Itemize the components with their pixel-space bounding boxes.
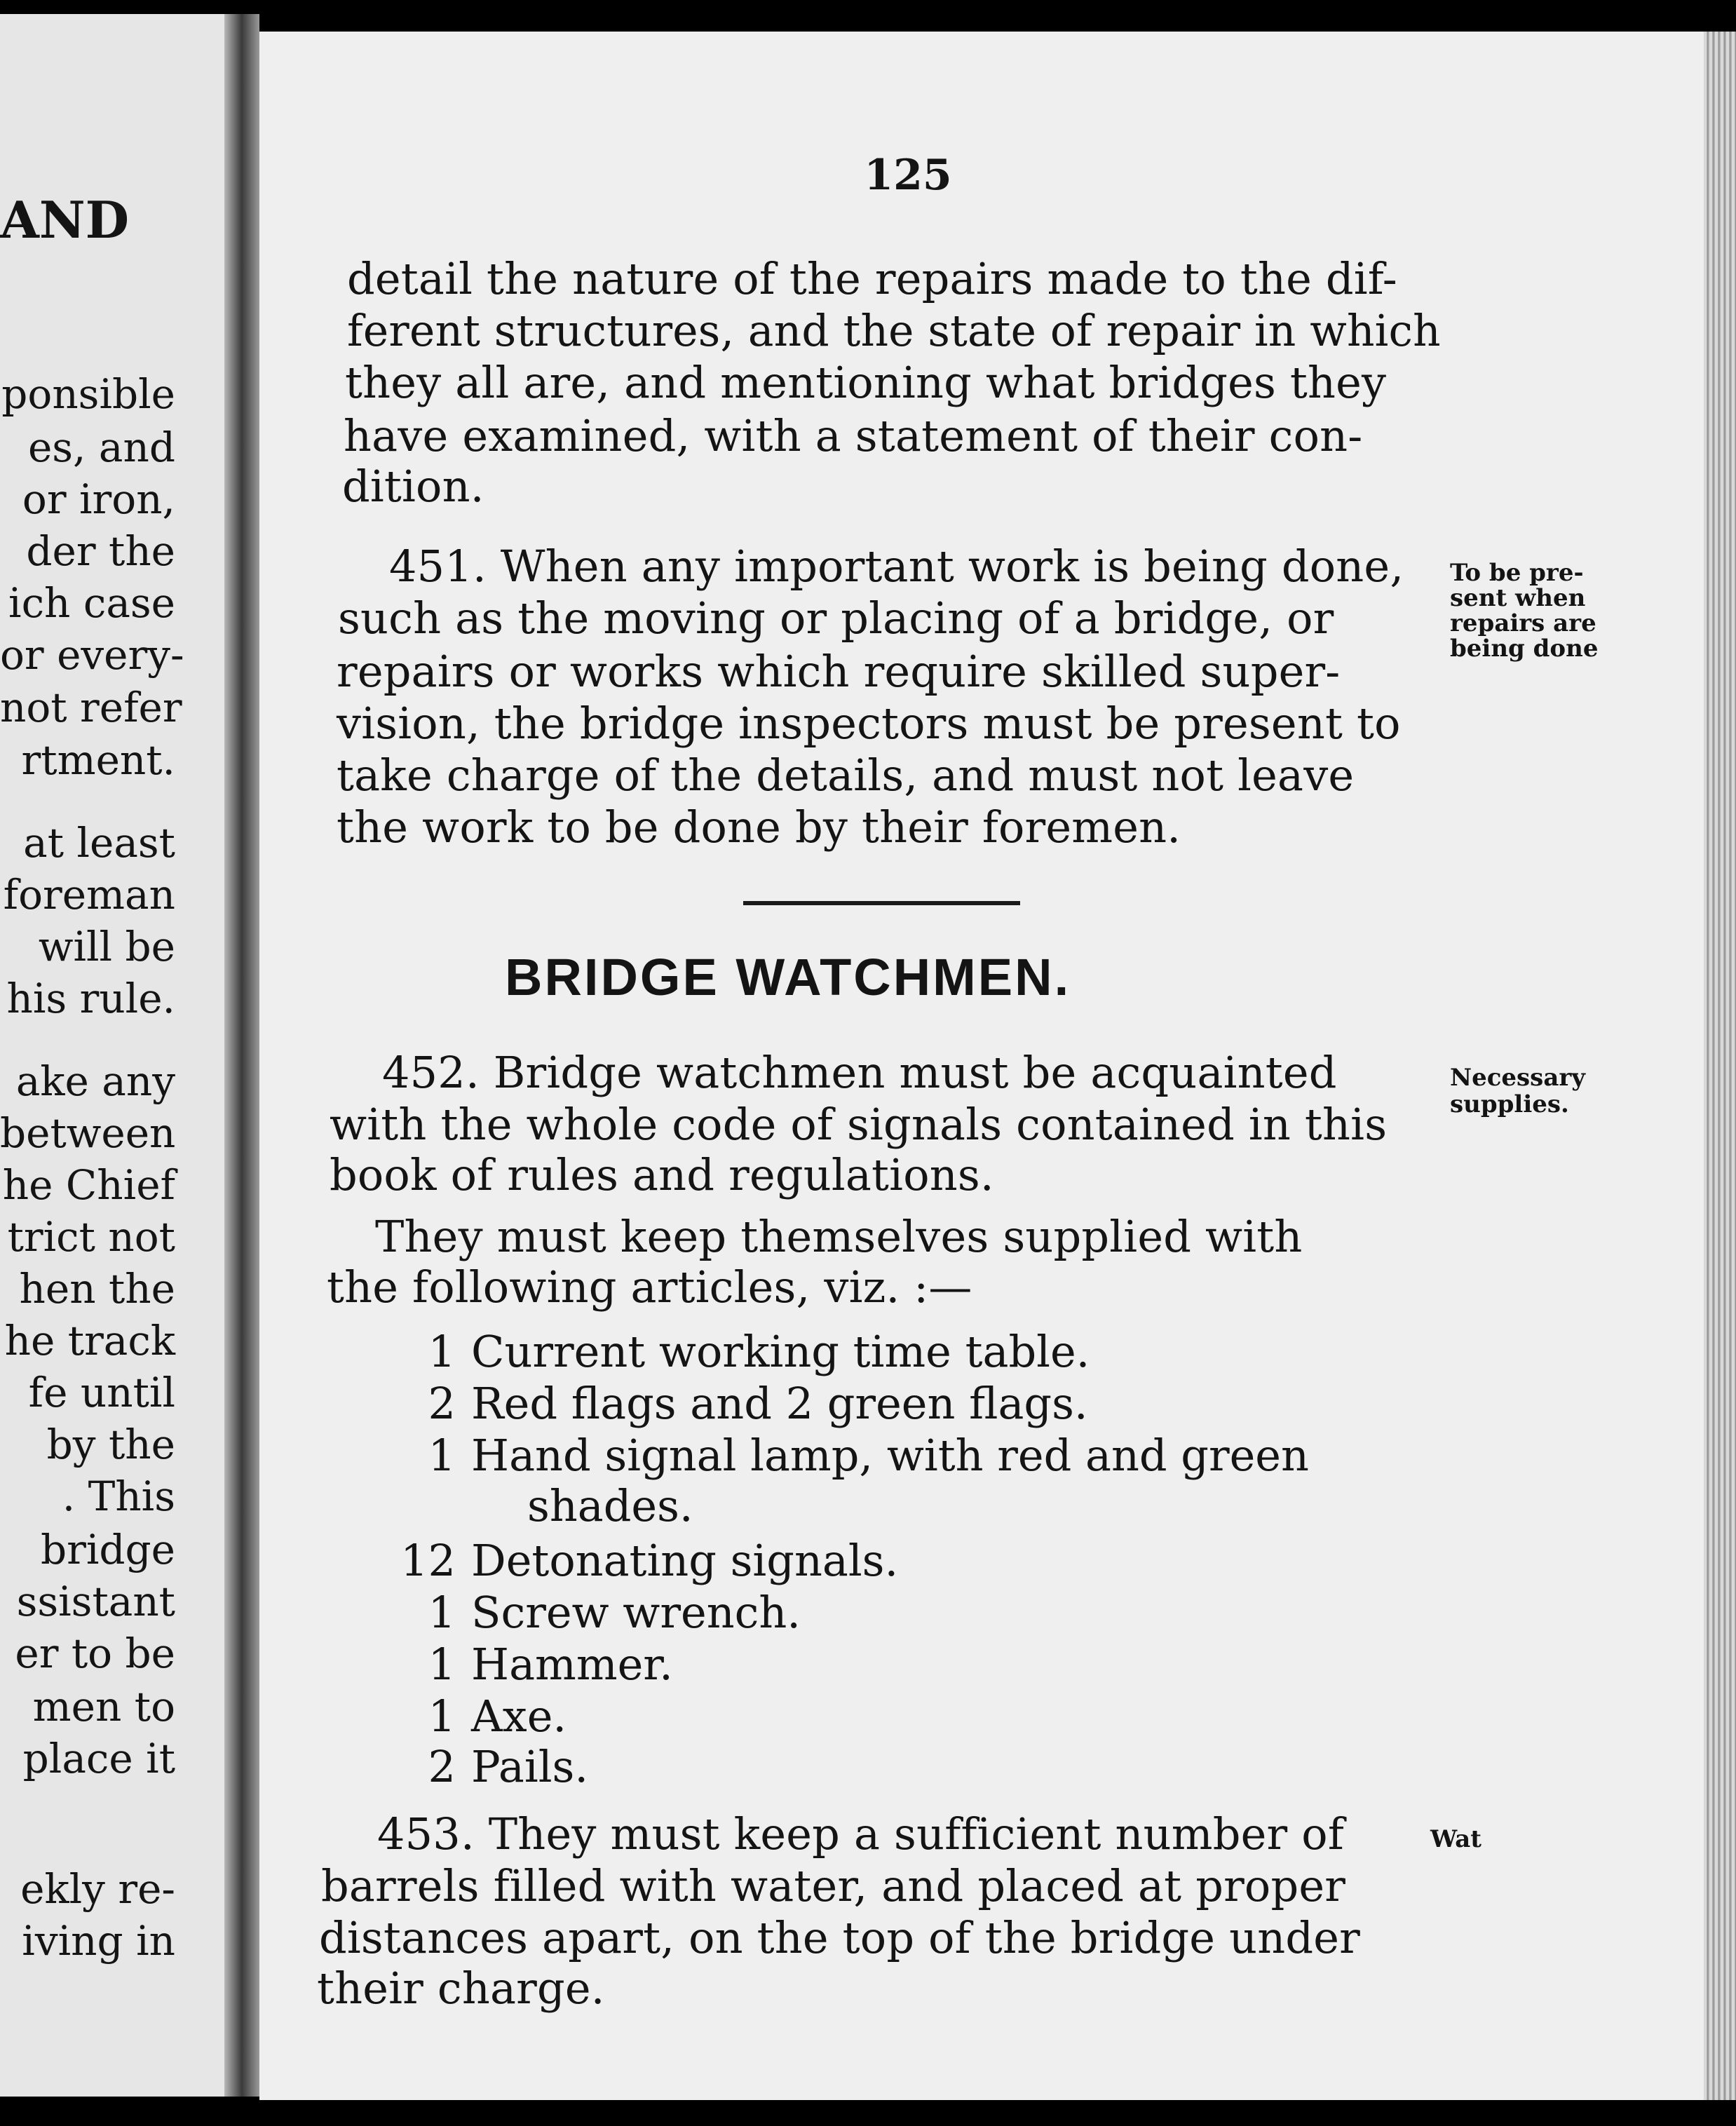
margin-note-line: supplies. bbox=[1450, 1090, 1569, 1118]
left-page-line: he Chief bbox=[2, 1161, 175, 1209]
body-text-line: distances apart, on the top of the bridge under bbox=[319, 1912, 1360, 1963]
supply-list-item bbox=[393, 1430, 1309, 1481]
left-page-line: der the bbox=[26, 527, 175, 575]
left-page-line: iving in bbox=[22, 1917, 175, 1965]
supply-quantity: 2 bbox=[428, 1378, 456, 1429]
left-page-line: . This bbox=[62, 1472, 175, 1520]
margin-note-line: being done bbox=[1450, 635, 1599, 663]
supply-list-item bbox=[393, 1742, 588, 1792]
supply-text: Current working time table. bbox=[471, 1326, 1090, 1377]
supply-text: Detonating signals. bbox=[471, 1535, 899, 1586]
left-page-line: ssistant bbox=[16, 1578, 175, 1625]
body-text-line: with the whole code of signals contained in this bbox=[330, 1099, 1388, 1150]
section-heading: BRIDGE WATCHMEN. bbox=[505, 948, 1071, 1006]
body-text-line: barrels filled with water, and placed at proper bbox=[321, 1860, 1346, 1911]
supply-quantity: 1 bbox=[428, 1587, 456, 1638]
margin-note-line: Necessary bbox=[1450, 1064, 1586, 1092]
body-text-line: take charge of the details, and must not leave bbox=[337, 750, 1355, 801]
left-page-line: will be bbox=[38, 923, 175, 970]
left-page-line: ponsible bbox=[1, 370, 175, 418]
body-text-line: They must keep themselves supplied with bbox=[375, 1211, 1303, 1262]
margin-note-line: To be pre- bbox=[1450, 559, 1584, 587]
left-page-line: not refer bbox=[0, 684, 182, 731]
left-page-line: or iron, bbox=[22, 475, 175, 523]
supply-list-item bbox=[393, 1587, 801, 1638]
body-text-line: they all are, and mentioning what bridges they bbox=[345, 357, 1387, 408]
left-page-line: fe until bbox=[28, 1369, 175, 1416]
margin-note-line: Wat bbox=[1430, 1825, 1481, 1853]
body-text-line: have examined, with a statement of their con- bbox=[344, 410, 1363, 461]
book-gutter bbox=[224, 14, 259, 2097]
left-page-line: between bbox=[0, 1109, 176, 1157]
supply-quantity: 12 bbox=[400, 1535, 456, 1586]
page-number: 125 bbox=[864, 151, 952, 200]
left-page-line: men to bbox=[32, 1683, 175, 1731]
supply-quantity: 2 bbox=[428, 1741, 456, 1792]
left-page-line: he track bbox=[4, 1317, 175, 1365]
body-text-line: 452. Bridge watchmen must be acquainted bbox=[382, 1047, 1337, 1098]
left-page-line: rtment. bbox=[21, 736, 175, 784]
supply-quantity: 1 bbox=[428, 1430, 456, 1481]
left-page-line: trict not bbox=[7, 1213, 175, 1261]
left-page-line: es, and bbox=[27, 424, 175, 471]
supply-quantity: 1 bbox=[428, 1326, 456, 1377]
left-page-fragment bbox=[0, 14, 224, 2097]
body-text-line: book of rules and regulations. bbox=[330, 1149, 994, 1200]
section-divider-rule bbox=[743, 901, 1020, 905]
supply-quantity: 1 bbox=[428, 1691, 456, 1742]
left-page-line: at least bbox=[23, 819, 175, 867]
body-text-line: their charge. bbox=[317, 1963, 605, 2014]
left-page-line: ake any bbox=[15, 1057, 175, 1105]
body-text-line: detail the nature of the repairs made to the dif- bbox=[347, 253, 1397, 304]
margin-note-line: sent when bbox=[1450, 584, 1586, 612]
supply-text: Screw wrench. bbox=[471, 1587, 801, 1638]
body-text-line: dition. bbox=[342, 461, 484, 512]
left-page-line: place it bbox=[22, 1735, 175, 1782]
left-page-line: by the bbox=[46, 1421, 175, 1468]
supply-text: Axe. bbox=[471, 1691, 567, 1742]
supply-text: Pails. bbox=[471, 1741, 589, 1792]
supply-list-item bbox=[393, 1639, 673, 1690]
left-page-heading: AND bbox=[0, 190, 130, 250]
supply-text: Red flags and 2 green flags. bbox=[471, 1378, 1088, 1429]
supply-list-item bbox=[393, 1536, 898, 1586]
supply-text: shades. bbox=[527, 1480, 693, 1531]
body-text-line: 453. They must keep a sufficient number of bbox=[377, 1808, 1344, 1860]
supply-list-item bbox=[449, 1481, 693, 1531]
body-text-line: such as the moving or placing of a bridge, or bbox=[338, 593, 1334, 644]
body-text-line: repairs or works which require skilled super- bbox=[337, 646, 1341, 697]
page-edge-stack bbox=[1704, 32, 1736, 2100]
left-page-line: ich case bbox=[8, 579, 175, 627]
supply-quantity: 1 bbox=[428, 1639, 456, 1690]
left-page-line: bridge bbox=[41, 1526, 175, 1573]
supply-list-item bbox=[393, 1691, 567, 1742]
body-text-line: the following articles, viz. :— bbox=[327, 1261, 972, 1313]
body-text-line: the work to be done by their foremen. bbox=[337, 801, 1181, 853]
supply-list-item bbox=[393, 1379, 1088, 1429]
left-page-line: ekly re- bbox=[20, 1865, 175, 1913]
left-page-line: er to be bbox=[15, 1630, 175, 1677]
body-text-line: vision, the bridge inspectors must be present to bbox=[337, 698, 1401, 749]
supply-text: Hand signal lamp, with red and green bbox=[471, 1430, 1309, 1481]
supply-text: Hammer. bbox=[471, 1639, 673, 1690]
supply-list-item bbox=[393, 1327, 1090, 1377]
body-text-line: 451. When any important work is being done, bbox=[389, 541, 1404, 592]
left-page-line: foreman bbox=[3, 871, 175, 919]
left-page-line: or every- bbox=[0, 631, 184, 679]
left-page-line: his rule. bbox=[6, 975, 175, 1022]
body-text-line: ferent structures, and the state of repair in which bbox=[347, 305, 1441, 356]
margin-note-line: repairs are bbox=[1450, 609, 1596, 637]
left-page-line: hen the bbox=[19, 1265, 175, 1313]
